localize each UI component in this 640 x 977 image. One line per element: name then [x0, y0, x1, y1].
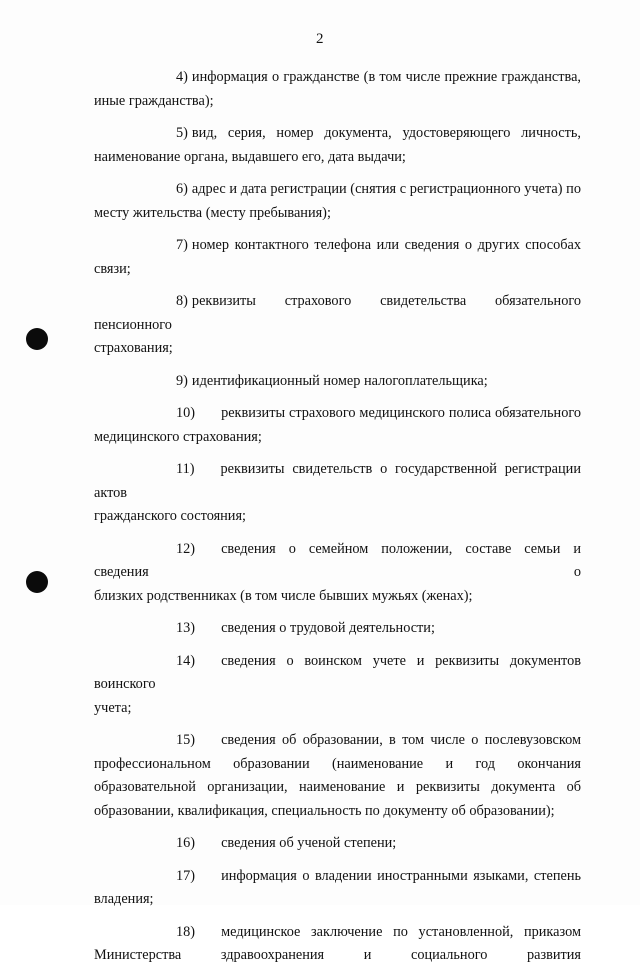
list-item	[94, 617, 581, 641]
item-number: 5)	[176, 125, 188, 141]
item-text: сведения об образовании, в том числе о послевузовском	[221, 732, 581, 748]
list-item	[94, 66, 581, 113]
item-text: медицинское заключение по установленной, приказом	[221, 923, 581, 940]
item-text: номер контактного телефона или сведения о других способах	[191, 237, 581, 253]
item-text-continued: месту жительства (месту пребывания);	[94, 204, 331, 221]
item-text: адрес и дата регистрации (снятия с регистрационного учета) по	[191, 181, 581, 197]
item-text-continued: Министерства здравоохранения и социального развития	[94, 947, 581, 963]
list-item	[94, 650, 581, 721]
list-item	[94, 234, 581, 281]
item-text-continued: медицинского страхования;	[94, 428, 262, 445]
item-text: реквизиты страхового свидетельства обязательного пенсионного	[94, 293, 581, 333]
item-text: идентификационный номер налогоплательщика;	[191, 372, 488, 389]
item-number: 12)	[176, 540, 196, 557]
item-number: 14)	[176, 652, 196, 669]
item-number: 17)	[176, 867, 196, 884]
item-text: вид, серия, номер документа, удостоверяющего личность,	[191, 125, 581, 141]
item-number: 7)	[176, 237, 188, 253]
item-number: 4)	[176, 69, 188, 85]
list-item	[94, 729, 581, 823]
punch-hole-bottom	[26, 571, 48, 593]
document-body	[94, 66, 581, 977]
item-text-continued: профессиональном образовании (наименование и год окончания образовательной организации, наименование и реквизиты документа об образовании, квалификация, специальность по документу об образовании);	[94, 755, 581, 819]
item-number: 18)	[176, 923, 196, 940]
item-text-continued: иные гражданства);	[94, 92, 214, 109]
item-number: 9)	[176, 372, 188, 389]
list-item	[94, 290, 581, 361]
item-text-continued: наименование органа, выдавшего его, дата выдачи;	[94, 148, 406, 165]
item-text: реквизиты страхового медицинского полиса обязательного	[221, 405, 581, 421]
item-number: 8)	[176, 293, 188, 309]
item-number: 11)	[176, 461, 195, 477]
list-item	[94, 458, 581, 529]
item-number: 6)	[176, 181, 188, 197]
item-number: 10)	[176, 405, 196, 421]
item-text-continued: страхования;	[94, 340, 173, 356]
item-text: реквизиты свидетельств о государственной регистрации актов	[94, 461, 581, 501]
item-number: 15)	[176, 732, 196, 748]
item-text: информация о владении иностранными языками, степень	[221, 867, 581, 884]
item-text-continued: связи;	[94, 260, 131, 277]
punch-hole-top	[26, 328, 48, 350]
list-item	[94, 178, 581, 225]
list-item	[94, 921, 581, 968]
list-item	[94, 832, 581, 856]
item-text-continued: близких родственниках (в том числе бывших мужьях (женах);	[94, 587, 473, 604]
item-text: сведения об ученой степени;	[221, 835, 397, 851]
list-item	[94, 370, 581, 394]
item-text: информация о гражданстве (в том числе прежние гражданства,	[191, 69, 581, 85]
item-text-continued: учета;	[94, 699, 132, 716]
list-item	[94, 865, 581, 912]
item-text-continued: гражданского состояния;	[94, 508, 247, 524]
list-item	[94, 538, 581, 609]
item-text: сведения о семейном положении, составе семьи и сведения о	[94, 540, 581, 580]
page-number: 2	[316, 31, 324, 47]
item-text-continued: владения;	[94, 891, 154, 907]
item-text: сведения о воинском учете и реквизиты документов воинского	[94, 652, 581, 692]
item-number: 16)	[176, 835, 196, 851]
list-item	[94, 122, 581, 169]
list-item	[94, 402, 581, 449]
item-number: 13)	[176, 620, 196, 636]
item-text: сведения о трудовой деятельности;	[221, 620, 435, 636]
